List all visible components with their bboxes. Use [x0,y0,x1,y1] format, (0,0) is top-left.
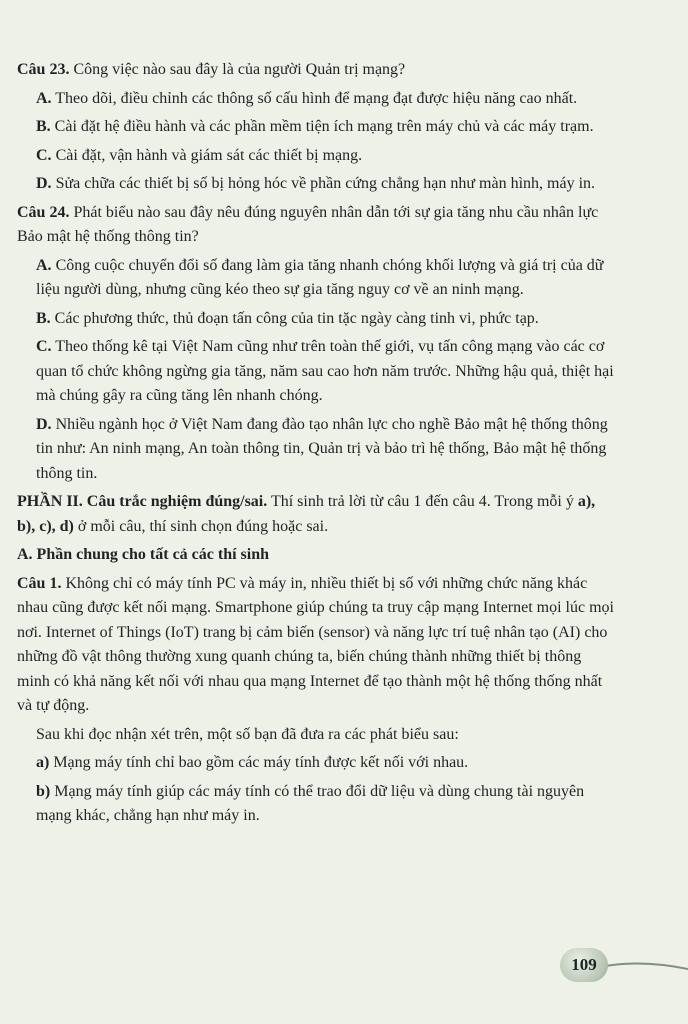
option-label: D. [36,415,52,433]
option-23-c [36,144,617,169]
option-label: A. [36,256,52,274]
option-text: Theo dõi, điều chỉnh các thông số cấu hình để mạng đạt được hiệu năng cao nhất. [51,89,578,107]
statement-label: a) [36,754,50,771]
statement-a [36,751,617,776]
option-text: Nhiều ngành học ở Việt Nam đang đào tạo nhân lực cho nghề Bảo mật hệ thống thông tin như: An ninh mạng, An toàn thông tin, Quản trị và bảo trì hệ thống, Bảo mật hệ thống thông tin. [36,415,608,482]
option-label: B. [36,309,51,327]
page-number-swoosh-icon [600,955,688,979]
option-24-d [36,413,617,487]
question-label: Câu 23. [17,61,70,78]
part-2-marks: a), b), c), d) [17,493,596,535]
question-24 [17,201,617,250]
statement-text: Mạng máy tính chỉ bao gồm các máy tính được kết nối với nhau. [49,754,469,771]
option-text: Các phương thức, thủ đoạn tấn công của tin tặc ngày càng tinh vi, phức tạp. [50,309,539,327]
option-text: Cài đặt hệ điều hành và các phần mềm tiện ích mạng trên máy chủ và các máy trạm. [50,118,594,135]
option-24-c [36,335,617,409]
option-text: Sửa chữa các thiết bị số bị hỏng hóc về phần cứng chẳng hạn như màn hình, máy in. [51,175,596,192]
option-label: C. [36,146,52,164]
question-text: Phát biểu nào sau đây nêu đúng nguyên nhân dẫn tới sự gia tăng nhu cầu nhân lực Bảo mật hệ thống thông tin? [17,203,599,245]
statement-label: b) [36,782,51,800]
statement-text: Không chỉ có máy tính PC và máy in, nhiều thiết bị số với những chức năng khác nhau cũng được kết nối mạng. Smartphone giúp chúng ta truy cập mạng Internet mọi lúc mọi nơi. Internet of Things (IoT) trang bị cảm biến (sensor) và năng lực trí tuệ nhân tạo (AI) cho những đồ vật thông thường xung quanh chúng ta, biến chúng thành những thiết bị thông minh có khả năng kết nối với nhau qua mạng Internet để tạo thành một hệ thống thống nhất và tự động. [17,574,614,714]
option-24-b [36,307,617,332]
option-label: B. [36,118,51,135]
option-label: A. [36,89,52,107]
option-23-a [36,87,617,112]
option-text: Theo thống kê tại Việt Nam cũng như trên toàn thế giới, vụ tấn công mạng vào các cơ quan tổ chức không ngừng gia tăng, năm sau cao hơn năm trước. Những hậu quả, thiệt hại mà chúng gây ra cũng tăng lên nhanh chóng. [36,338,614,404]
option-label: C. [36,338,52,355]
section-a-heading: A. Phần chung cho tất cả các thí sinh [17,546,270,563]
statement-text: Mạng máy tính giúp các máy tính có thể trao đổi dữ liệu và dùng chung tài nguyên mạng khác, chẳng hạn như máy in. [36,782,585,824]
question-text: Công việc nào sau đây là của người Quản trị mạng? [69,61,406,78]
option-text: Công cuộc chuyển đổi số đang làm gia tăng nhanh chóng khối lượng và giá trị của dữ liệu người dùng, nhưng cũng kéo theo sự gia tăng nguy cơ về an ninh mạng. [36,256,604,298]
page-content [17,58,617,833]
option-text: Cài đặt, vận hành và giám sát các thiết bị mạng. [51,146,363,164]
option-23-b [36,115,617,140]
option-23-d [36,172,617,197]
page-number: 109 [560,948,608,982]
statement-b [36,780,617,829]
statement-label: Câu 1. [17,574,62,592]
statement-1 [17,572,617,719]
question-23 [17,58,617,83]
part-2-instructions-end: ở mỗi câu, thí sinh chọn đúng hoặc sai. [73,517,329,535]
option-label: D. [36,175,52,192]
part-2-instructions: Thí sinh trả lời từ câu 1 đến câu 4. Trong mỗi ý [267,493,578,510]
part-2-heading [17,490,617,539]
question-label: Câu 24. [17,203,70,221]
option-24-a [36,254,617,303]
part-2-title: PHẦN II. Câu trắc nghiệm đúng/sai. [17,493,268,510]
statement-intro: Sau khi đọc nhận xét trên, một số bạn đã đưa ra các phát biểu sau: [36,725,459,743]
